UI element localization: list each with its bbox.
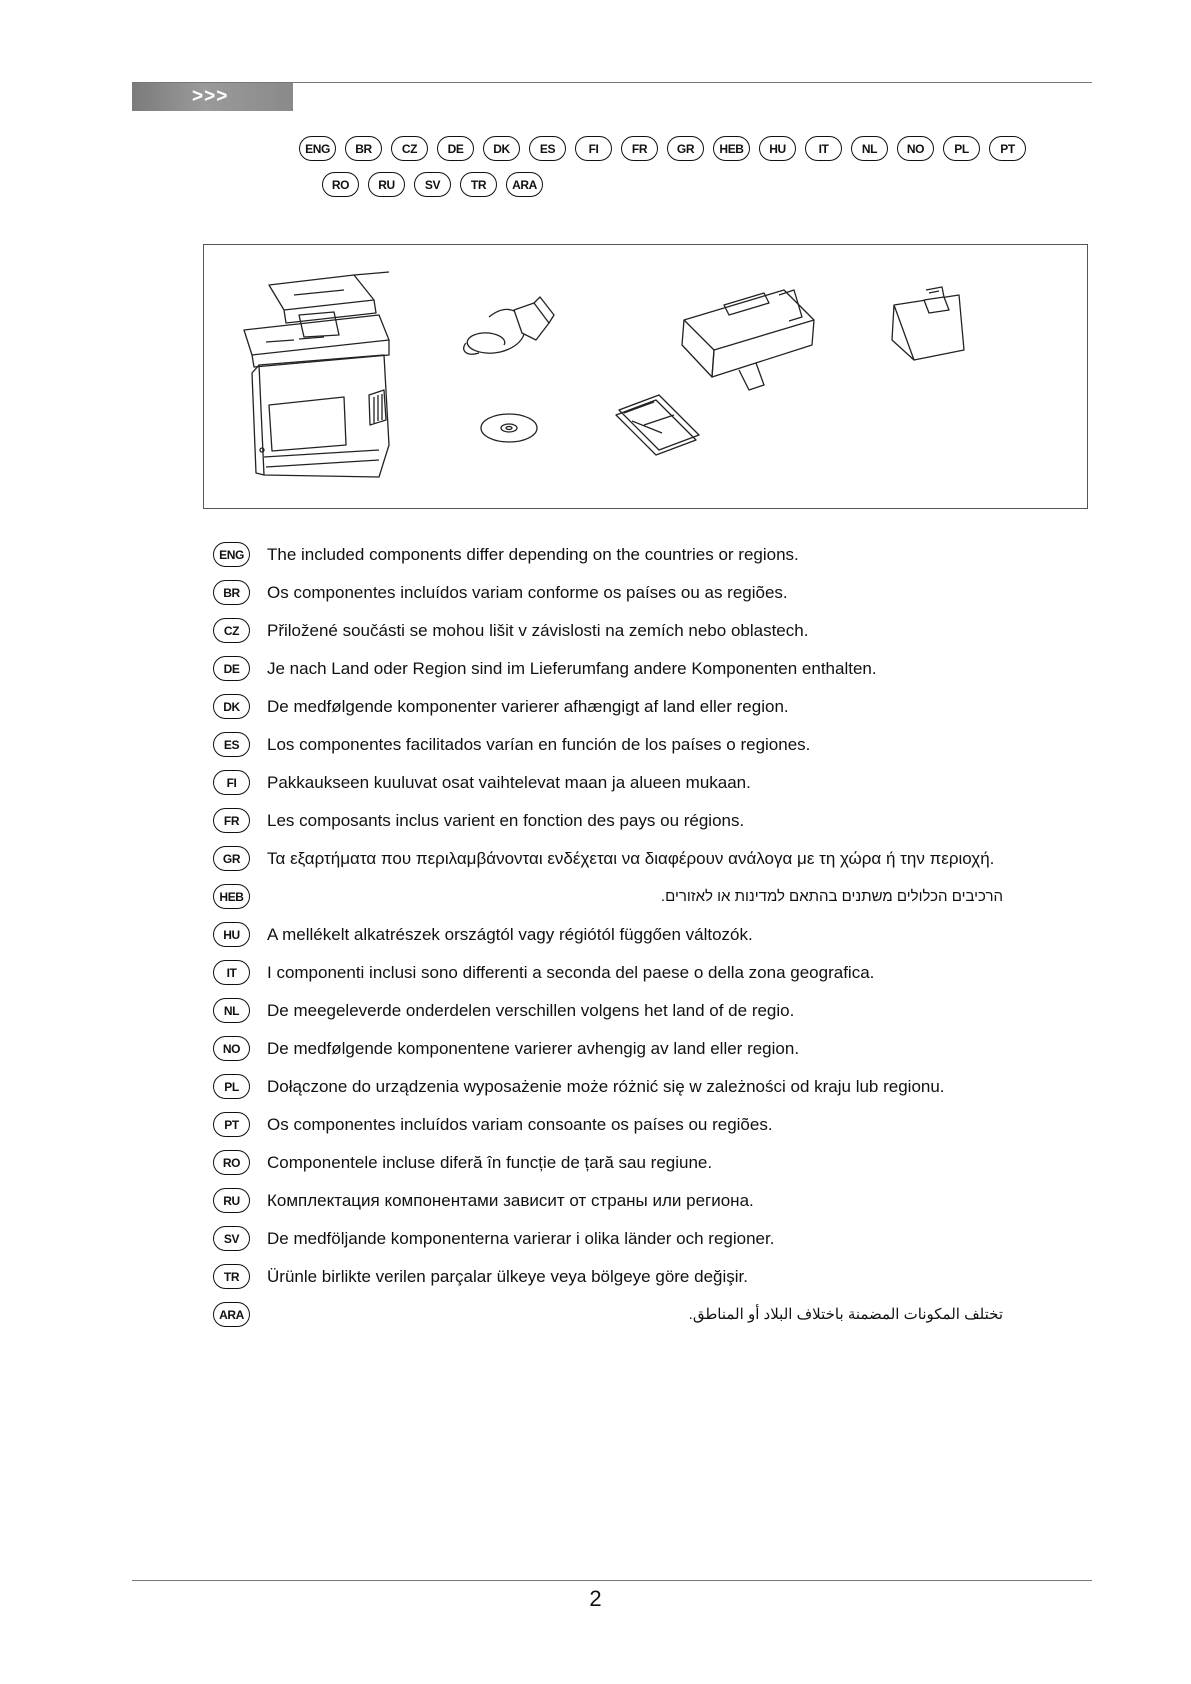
lang-label: FI [213, 770, 250, 795]
lang-button-nl[interactable]: NL [851, 136, 888, 161]
waste-toner-box-icon [892, 287, 964, 360]
note-row [213, 576, 1013, 614]
note-text: A mellékelt alkatrészek országtól vagy régiótól függően változók. [267, 925, 753, 944]
lang-button-ro[interactable]: RO [322, 172, 359, 197]
lang-label: BR [213, 580, 250, 605]
note-row [213, 1032, 1013, 1070]
lang-label: PL [213, 1074, 250, 1099]
lang-button-dk[interactable]: DK [483, 136, 520, 161]
language-row-1 [299, 136, 1026, 161]
lang-button-gr[interactable]: GR [667, 136, 704, 161]
component-notes-list [213, 538, 1013, 1336]
lang-button-tr[interactable]: TR [460, 172, 497, 197]
note-row [213, 804, 1013, 842]
lang-label: FR [213, 808, 250, 833]
note-row [213, 652, 1013, 690]
note-text: הרכיבים הכלולים משתנים בהתאם למדינות או לאזורים. [660, 888, 1003, 905]
lang-button-it[interactable]: IT [805, 136, 842, 161]
lang-label: CZ [213, 618, 250, 643]
lang-button-cz[interactable]: CZ [391, 136, 428, 161]
note-text: Os componentes incluídos variam conforme os países ou as regiões. [267, 583, 788, 602]
note-text: Je nach Land oder Region sind im Lieferumfang andere Komponenten enthalten. [267, 659, 877, 678]
note-text: De meegeleverde onderdelen verschillen volgens het land of de regio. [267, 1001, 795, 1020]
bottom-divider [132, 1580, 1092, 1581]
note-text: Комплектация компонентами зависит от страны или региона. [267, 1191, 754, 1210]
lang-button-fi[interactable]: FI [575, 136, 612, 161]
lang-label: GR [213, 846, 250, 871]
lang-button-sv[interactable]: SV [414, 172, 451, 197]
note-row [213, 956, 1013, 994]
note-text: Ürünle birlikte verilen parçalar ülkeye veya bölgeye göre değişir. [267, 1267, 748, 1286]
lang-label: TR [213, 1264, 250, 1289]
note-row [213, 766, 1013, 804]
page-number: 2 [589, 1586, 602, 1611]
note-row [213, 1222, 1013, 1260]
note-text: Pakkaukseen kuuluvat osat vaihtelevat maan ja alueen mukaan. [267, 773, 751, 792]
lang-button-es[interactable]: ES [529, 136, 566, 161]
lang-label: DE [213, 656, 250, 681]
lang-label: RU [213, 1188, 250, 1213]
note-row [213, 1260, 1013, 1298]
lang-button-pl[interactable]: PL [943, 136, 980, 161]
header-marker: >>> [192, 86, 229, 107]
lang-label: HU [213, 922, 250, 947]
lang-button-br[interactable]: BR [345, 136, 382, 161]
note-text: De medfølgende komponentene varierer avhengig av land eller region. [267, 1039, 800, 1058]
note-text: De medfølgende komponenter varierer afhængigt af land eller region. [267, 697, 789, 716]
note-text: Dołączone do urządzenia wyposażenie może różnić się w zależności od kraju lub regionu. [267, 1077, 945, 1096]
lang-button-de[interactable]: DE [437, 136, 474, 161]
components-illustration [203, 244, 1088, 509]
note-text: Les composants inclus varient en fonction des pays ou régions. [267, 811, 745, 830]
note-text: تختلف المكونات المضمنة باختلاف البلاد أو المناطق. [688, 1306, 1003, 1323]
lang-label: RO [213, 1150, 250, 1175]
lang-button-pt[interactable]: PT [989, 136, 1026, 161]
note-row [213, 1108, 1013, 1146]
note-text: Přiložené součásti se mohou lišit v závislosti na zemích nebo oblastech. [267, 621, 809, 640]
lang-button-fr[interactable]: FR [621, 136, 658, 161]
note-row [213, 842, 1013, 880]
note-row [213, 880, 1013, 918]
printer-icon [244, 272, 389, 477]
note-row [213, 1184, 1013, 1222]
lang-button-no[interactable]: NO [897, 136, 934, 161]
lang-button-ara[interactable]: ARA [506, 172, 543, 197]
lang-label: ENG [213, 542, 250, 567]
note-row [213, 918, 1013, 956]
note-text: De medföljande komponenterna varierar i olika länder och regioner. [267, 1229, 775, 1248]
note-row [213, 1070, 1013, 1108]
note-text: Os componentes incluídos variam consoante os países ou regiões. [267, 1115, 773, 1134]
lang-label: NL [213, 998, 250, 1023]
lang-label: NO [213, 1036, 250, 1061]
lang-button-hu[interactable]: HU [759, 136, 796, 161]
lang-button-eng[interactable]: ENG [299, 136, 336, 161]
language-row-2 [322, 172, 543, 197]
cd-icon [481, 414, 537, 442]
components-drawing [204, 245, 1089, 510]
toner-cartridge-icon [682, 290, 814, 390]
lang-label: IT [213, 960, 250, 985]
manual-icon [616, 395, 699, 455]
note-row [213, 994, 1013, 1032]
note-row [213, 1298, 1013, 1336]
note-text: Τα εξαρτήματα που περιλαμβάνονται ενδέχεται να διαφέρουν ανάλογα με τη χώρα ή την περιοχή. [267, 849, 995, 868]
note-row [213, 538, 1013, 576]
lang-button-ru[interactable]: RU [368, 172, 405, 197]
note-text: Los componentes facilitados varían en función de los países o regiones. [267, 735, 811, 754]
section-header-tab [132, 83, 293, 111]
note-text: The included components differ depending on the countries or regions. [267, 545, 799, 564]
lang-label: PT [213, 1112, 250, 1137]
note-row [213, 1146, 1013, 1184]
note-row [213, 614, 1013, 652]
lang-label: DK [213, 694, 250, 719]
lang-label: SV [213, 1226, 250, 1251]
power-cord-icon [464, 297, 554, 354]
note-text: I componenti inclusi sono differenti a seconda del paese o della zona geografica. [267, 963, 875, 982]
lang-label: ARA [213, 1302, 250, 1327]
note-row [213, 690, 1013, 728]
lang-label: ES [213, 732, 250, 757]
note-text: Componentele incluse diferă în funcție de țară sau regiune. [267, 1153, 713, 1172]
note-row [213, 728, 1013, 766]
lang-label: HEB [213, 884, 250, 909]
lang-button-heb[interactable]: HEB [713, 136, 750, 161]
